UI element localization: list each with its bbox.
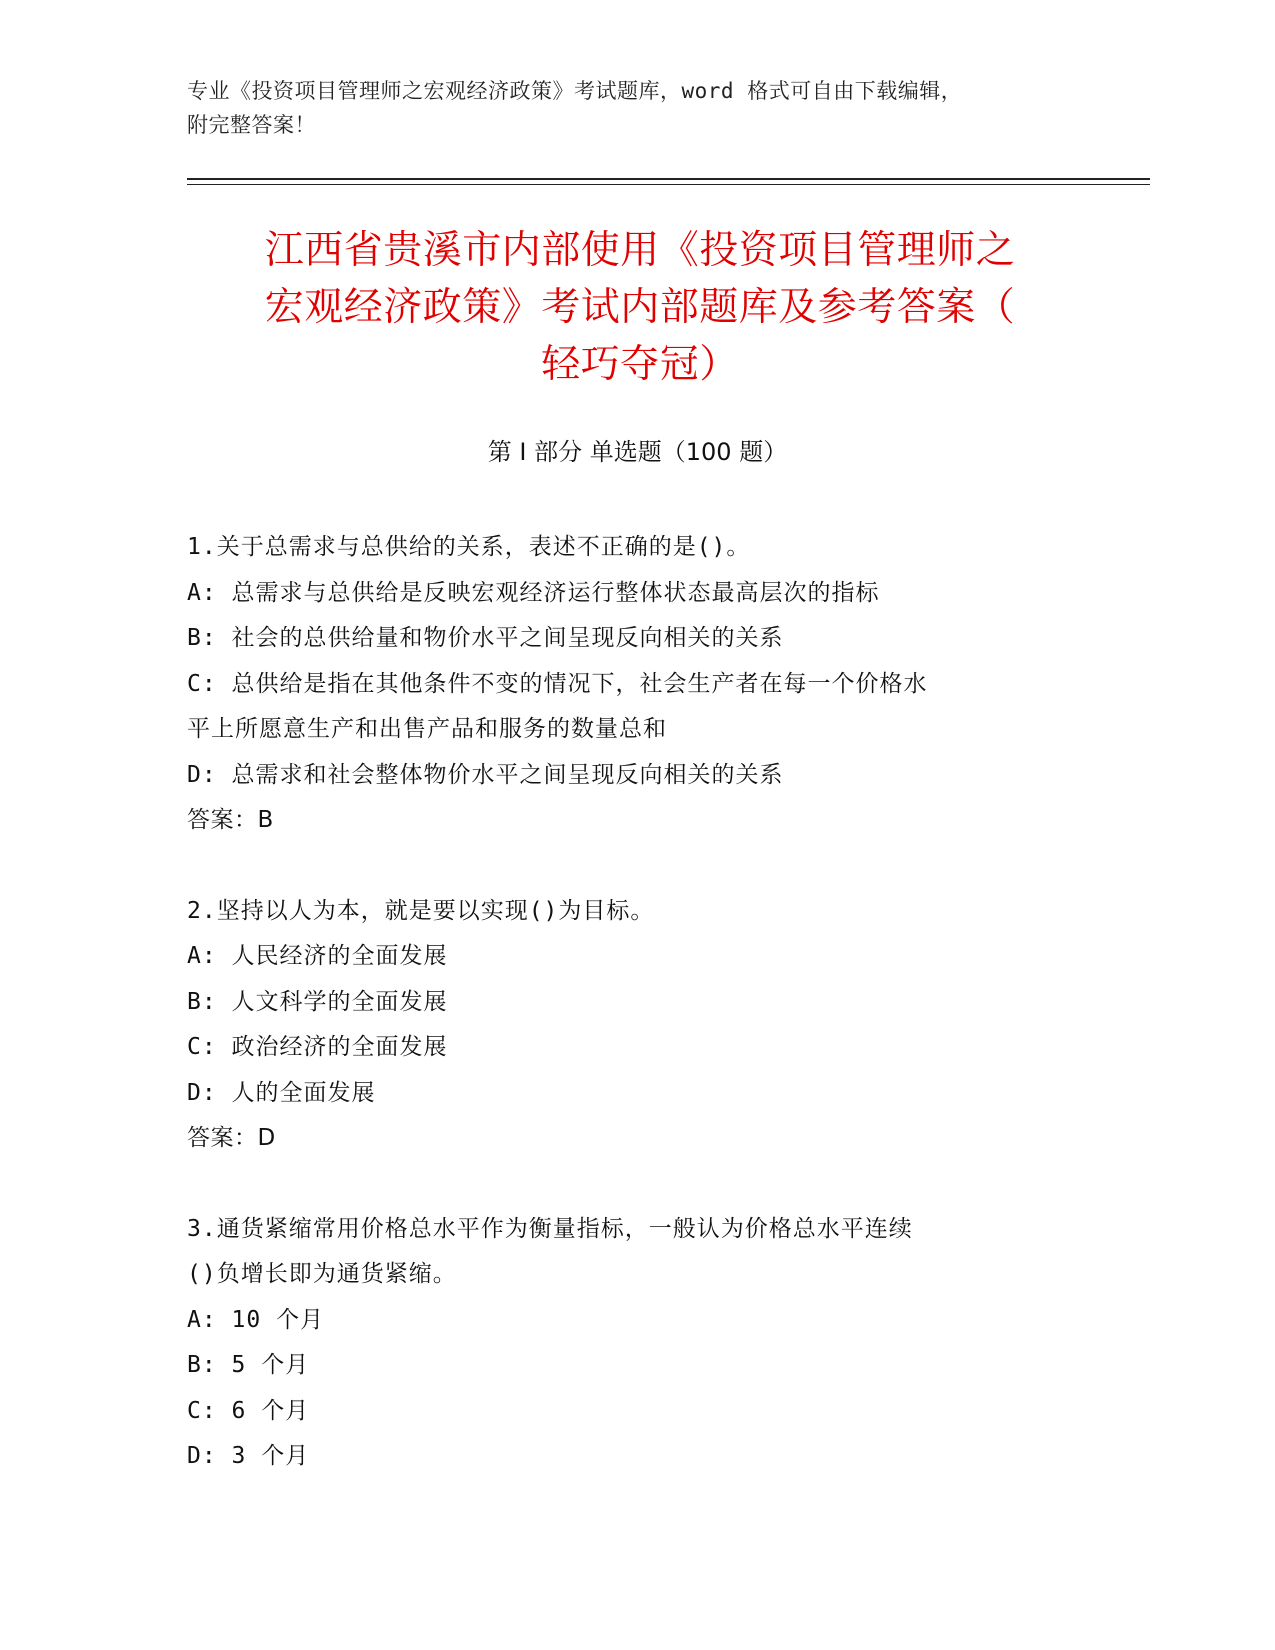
option-a: A: 人民经济的全面发展 xyxy=(187,943,448,969)
header-note-line-1: 专业《投资项目管理师之宏观经济政策》考试题库，word 格式可自由下载编辑， xyxy=(187,79,963,103)
option-a: A: 总需求与总供给是反映宏观经济运行整体状态最高层次的指标 xyxy=(187,579,880,606)
option-b: B: 5 个月 xyxy=(187,1352,310,1378)
answer-label: 答案：B xyxy=(187,807,274,833)
header-divider-thin xyxy=(187,184,1150,185)
option-c: C: 政治经济的全面发展 xyxy=(187,1034,448,1060)
option-c-continued: 平上所愿意生产和出售产品和服务的数量总和 xyxy=(187,716,667,742)
question-3 xyxy=(187,1207,1087,1480)
option-c: C: 6 个月 xyxy=(187,1397,310,1424)
document-title-line-2: 宏观经济政策》考试内部题库及参考答案（ xyxy=(264,285,1016,330)
question-2 xyxy=(187,889,1087,1162)
header-note xyxy=(187,74,1087,142)
option-d: D: 3 个月 xyxy=(187,1443,310,1469)
document-title-line-3: 轻巧夺冠） xyxy=(541,342,739,387)
question-list xyxy=(187,525,1087,1525)
document-title xyxy=(190,222,1090,393)
question-stem-continued: ()负增长即为通货紧缩。 xyxy=(187,1261,457,1287)
question-stem: 3.通货紧缩常用价格总水平作为衡量指标，一般认为价格总水平连续 xyxy=(187,1215,913,1242)
option-c: C: 总供给是指在其他条件不变的情况下，社会生产者在每一个价格水 xyxy=(187,670,928,697)
option-d: D: 总需求和社会整体物价水平之间呈现反向相关的关系 xyxy=(187,761,784,788)
option-d: D: 人的全面发展 xyxy=(187,1079,376,1106)
answer-label: 答案：D xyxy=(187,1125,276,1151)
document-title-line-1: 江西省贵溪市内部使用《投资项目管理师之 xyxy=(264,228,1016,273)
option-b: B: 人文科学的全面发展 xyxy=(187,988,448,1015)
option-a: A: 10 个月 xyxy=(187,1306,325,1333)
header-divider-thick xyxy=(187,178,1150,180)
question-stem: 1.关于总需求与总供给的关系，表述不正确的是()。 xyxy=(187,534,751,560)
question-1 xyxy=(187,525,1087,844)
question-stem: 2.坚持以人为本，就是要以实现()为目标。 xyxy=(187,897,655,924)
option-b: B: 社会的总供给量和物价水平之间呈现反向相关的关系 xyxy=(187,625,784,651)
section-heading: 第 I 部分 单选题（100 题） xyxy=(487,438,788,466)
header-note-line-2: 附完整答案！ xyxy=(187,113,316,137)
